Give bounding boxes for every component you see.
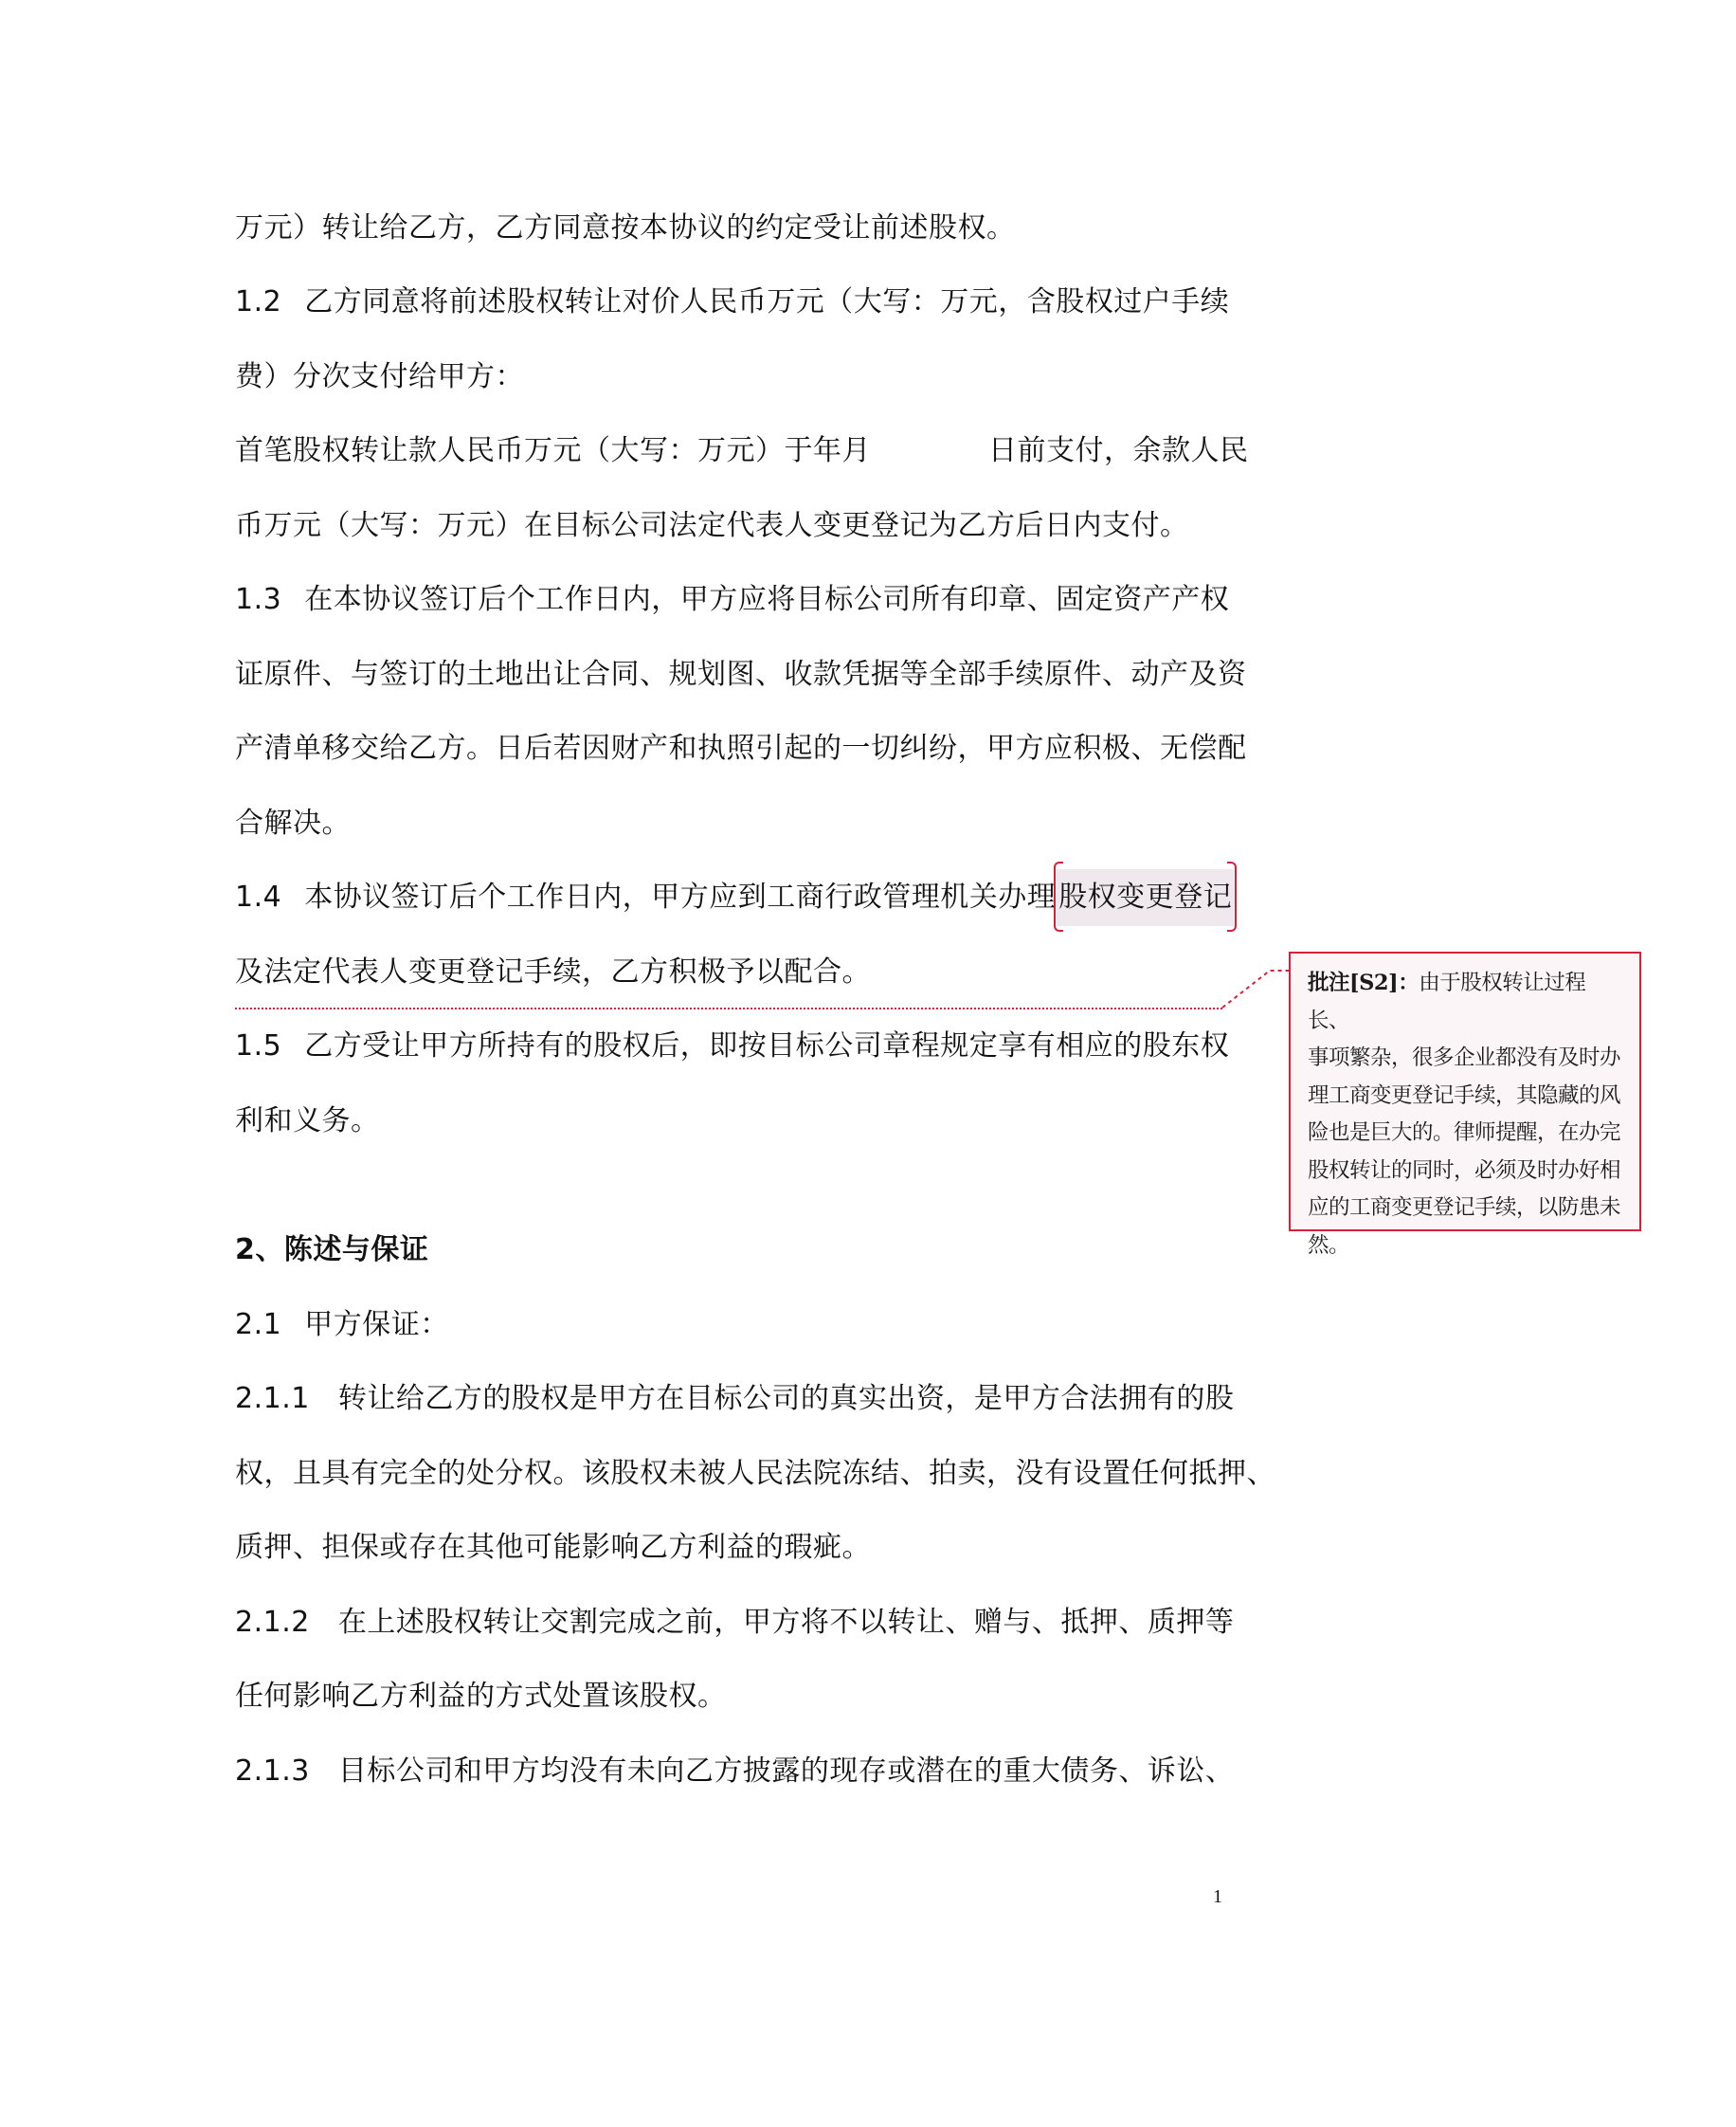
comment-line: 股权转让的同时，必须及时办好相 <box>1308 1157 1621 1183</box>
clause-2-1-3: 2.1.3 目标公司和甲方均没有未向乙方披露的现存或潜在的重大债务、诉讼、 <box>235 1743 1239 1800</box>
clause-2-1-2: 2.1.2 在上述股权转让交割完成之前，甲方将不以转让、赠与、抵押、质押等 <box>235 1594 1239 1651</box>
paragraph-line: 利和义务。 <box>235 1104 380 1137</box>
page-number: 1 <box>1213 1886 1222 1907</box>
clause-number: 2.1.2 <box>235 1606 310 1639</box>
comment-line: 理工商变更登记手续，其隐藏的风 <box>1308 1082 1621 1108</box>
comment-line: 批注[S2]：由于股权转让过程长、 <box>1308 971 1586 1033</box>
comment-line: 险也是巨大的。律师提醒，在办完 <box>1308 1120 1621 1145</box>
comment-line: 事项繁杂，很多企业都没有及时办 <box>1308 1045 1621 1070</box>
clause-number: 2.1.3 <box>235 1754 310 1788</box>
paragraph-line: 首笔股权转让款人民币万元（大写：万元）于年月 日前支付，余款人民 <box>235 434 1249 467</box>
paragraph-line: 质押、担保或存在其他可能影响乙方利益的瑕疵。 <box>235 1531 871 1564</box>
paragraph-line: 及法定代表人变更登记手续，乙方积极予以配合。 <box>235 955 871 989</box>
paragraph-line: 证原件、与签订的土地出让合同、规划图、收款凭据等全部手续原件、动产及资 <box>235 658 1247 691</box>
paragraph-line: 合解决。 <box>235 807 351 840</box>
comment-anchor-highlight[interactable]: 股权变更登记 <box>1057 869 1234 926</box>
section-heading: 2、陈述与保证 <box>235 1233 429 1266</box>
clause-number: 2.1.1 <box>235 1382 310 1415</box>
clause-1-4: 1.4 本协议签订后个工作日内，甲方应到工商行政管理机关办理 股权变更登记 <box>235 869 1239 926</box>
comment-leader-line <box>235 1008 1222 1009</box>
paragraph-line: 万元）转让给乙方，乙方同意按本协议的约定受让前述股权。 <box>235 211 1016 245</box>
clause-1-5: 1.5 乙方受让甲方所持有的股权后，即按目标公司章程规定享有相应的股东权 <box>235 1018 1239 1075</box>
clause-2-1: 2.1 甲方保证： <box>235 1297 1239 1354</box>
paragraph-line: 币万元（大写：万元）在目标公司法定代表人变更登记为乙方后日内支付。 <box>235 509 1189 542</box>
clause-number: 2.1 <box>235 1308 282 1341</box>
comment-label: 批注[S2]： <box>1308 971 1420 995</box>
clause-number: 1.4 <box>235 881 282 914</box>
clause-2-1-1: 2.1.1 转让给乙方的股权是甲方在目标公司的真实出资，是甲方合法拥有的股 <box>235 1371 1239 1427</box>
clause-number: 1.2 <box>235 285 282 318</box>
comment-line: 然。 <box>1308 1232 1350 1258</box>
clause-number: 1.3 <box>235 583 282 616</box>
paragraph-line: 任何影响乙方利益的方式处置该股权。 <box>235 1680 727 1713</box>
comment-balloon[interactable] <box>1289 952 1641 1258</box>
paragraph-line: 费）分次支付给甲方： <box>235 360 524 393</box>
paragraph-line: 权，且具有完全的处分权。该股权未被人民法院冻结、拍卖，没有设置任何抵押、 <box>235 1457 1275 1490</box>
paragraph-line: 产清单移交给乙方。日后若因财产和执照引起的一切纠纷，甲方应积极、无偿配 <box>235 732 1247 765</box>
comment-line: 应的工商变更登记手续，以防患未 <box>1308 1195 1621 1220</box>
clause-number: 1.5 <box>235 1029 282 1063</box>
clause-1-3: 1.3 在本协议签订后个工作日内，甲方应将目标公司所有印章、固定资产产权 <box>235 572 1239 628</box>
clause-1-2: 1.2 乙方同意将前述股权转让对价人民币万元（大写：万元，含股权过户手续 <box>235 274 1239 331</box>
